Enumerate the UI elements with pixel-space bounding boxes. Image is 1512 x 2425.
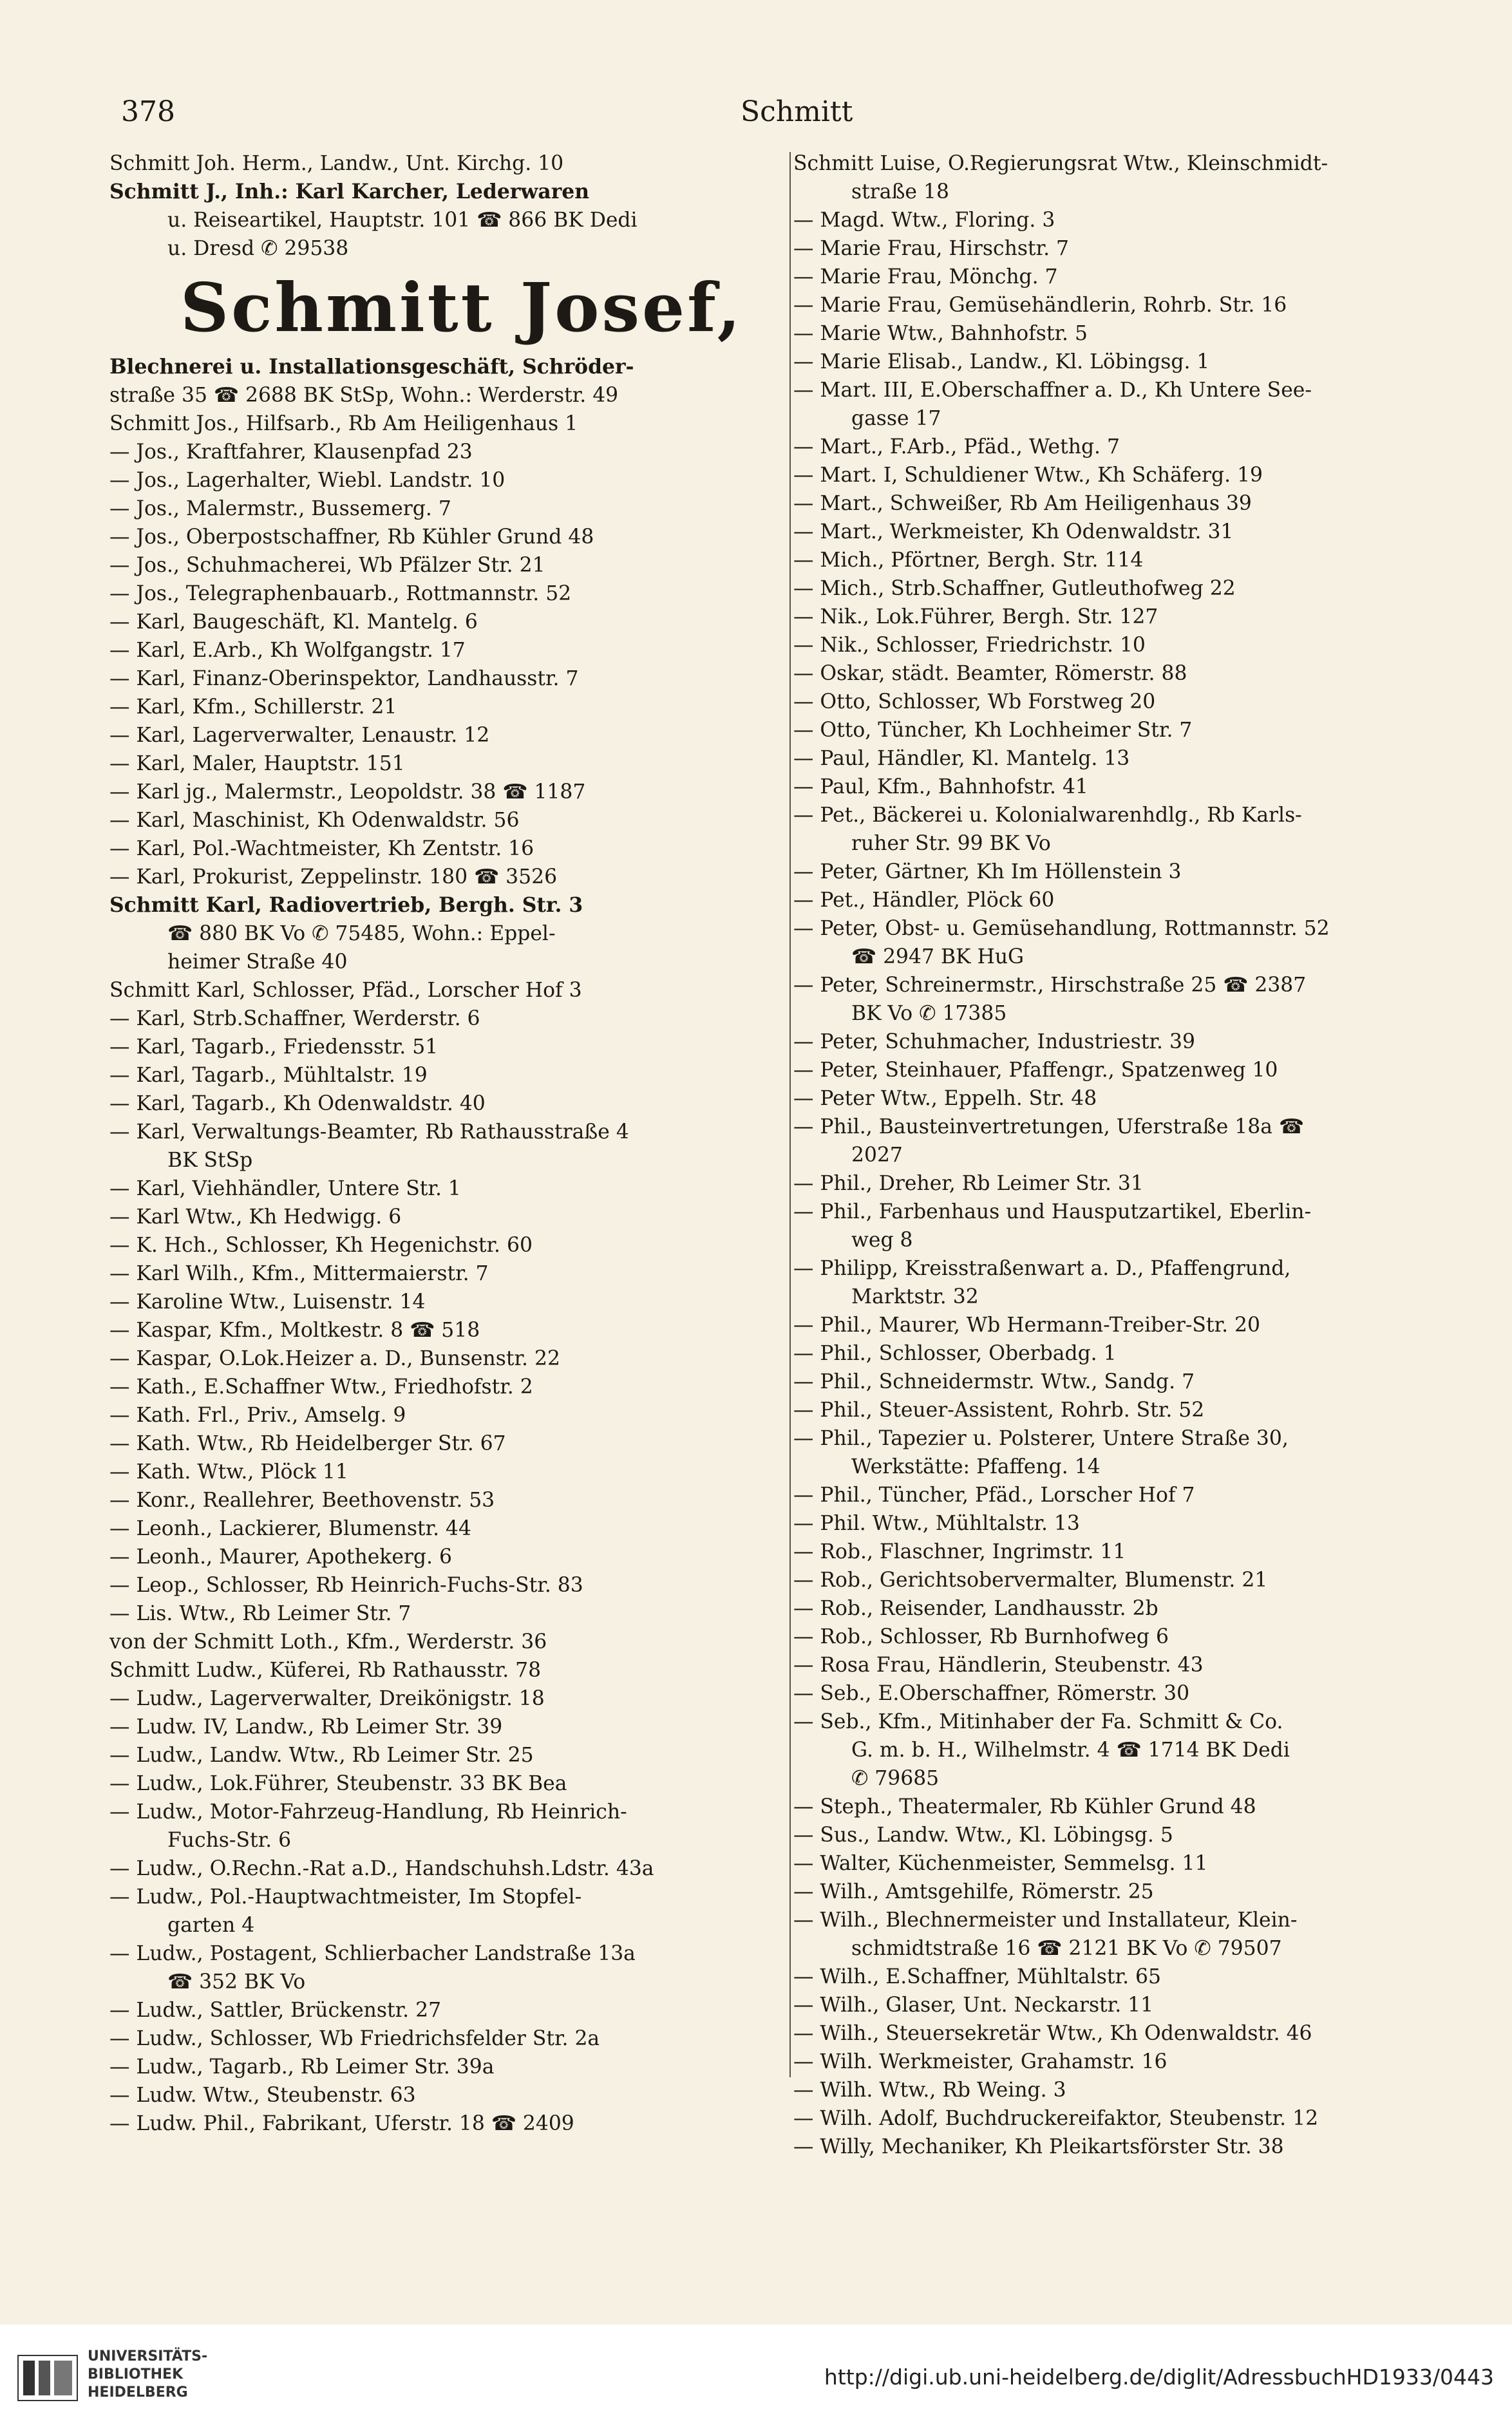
directory-entry: — Nik., Lok.Führer, Bergh. Str. 127 (793, 605, 1158, 628)
source-url[interactable]: http://digi.ub.uni-heidelberg.de/diglit/AdressbuchHD1933/0443 (824, 2364, 1494, 2390)
directory-entry: — Seb., Kfm., Mitinhaber der Fa. Schmitt & Co. (793, 1710, 1283, 1733)
directory-entry: Schmitt Karl, Radiovertrieb, Bergh. Str. 3 (109, 894, 583, 917)
directory-entry: — Karl, Viehhändler, Untere Str. 1 (109, 1177, 461, 1200)
directory-entry: — Marie Elisab., Landw., Kl. Löbingsg. 1 (793, 350, 1210, 373)
directory-entry: — Ludw. Phil., Fabrikant, Uferstr. 18 ☎ 2409 (109, 2112, 574, 2135)
directory-entry: — Ludw., Pol.-Hauptwachtmeister, Im Stopfel- (109, 1885, 582, 1909)
column-divider (789, 152, 791, 2077)
directory-entry: weg 8 (851, 1229, 913, 1252)
right-column (793, 149, 1476, 2161)
directory-entry: — Lis. Wtw., Rb Leimer Str. 7 (109, 1602, 411, 1625)
directory-entry: — Jos., Oberpostschaffner, Rb Kühler Grund 48 (109, 525, 594, 549)
directory-entry: — Kath., E.Schaffner Wtw., Friedhofstr. 2 (109, 1375, 533, 1399)
directory-entry: straße 35 ☎ 2688 BK StSp, Wohn.: Werderstr. 49 (109, 384, 619, 407)
directory-entry: — Mich., Strb.Schaffner, Gutleuthofweg 22 (793, 577, 1236, 600)
directory-entry: garten 4 (167, 1914, 255, 1937)
directory-entry: gasse 17 (851, 407, 941, 430)
directory-entry: — K. Hch., Schlosser, Kh Hegenichstr. 60 (109, 1234, 533, 1257)
directory-entry: — Mart., F.Arb., Pfäd., Wethg. 7 (793, 435, 1120, 458)
directory-entry: — Mart. III, E.Oberschaffner a. D., Kh Untere See- (793, 379, 1312, 402)
directory-entry: schmidtstraße 16 ☎ 2121 BK Vo ✆ 79507 (851, 1937, 1282, 1960)
directory-entry: — Peter, Steinhauer, Pfaffengr., Spatzenweg 10 (793, 1059, 1278, 1082)
directory-entry: BK Vo ✆ 17385 (851, 1002, 1007, 1025)
directory-entry: — Peter, Schuhmacher, Industriestr. 39 (793, 1030, 1195, 1053)
directory-entry: — Karl jg., Malermstr., Leopoldstr. 38 ☎ 1187 (109, 780, 586, 804)
directory-entry: — Konr., Reallehrer, Beethovenstr. 53 (109, 1489, 495, 1512)
directory-entry: Schmitt Josef, (180, 268, 743, 347)
directory-entry: — Otto, Schlosser, Wb Forstweg 20 (793, 690, 1156, 713)
directory-entry: — Phil., Tapezier u. Polsterer, Untere Straße 30, (793, 1427, 1289, 1450)
directory-entry: — Ludw., Landw. Wtw., Rb Leimer Str. 25 (109, 1744, 534, 1767)
directory-entry: — Mich., Pförtner, Bergh. Str. 114 (793, 549, 1144, 572)
directory-entry: — Rosa Frau, Händlerin, Steubenstr. 43 (793, 1654, 1204, 1677)
directory-entry: — Karoline Wtw., Luisenstr. 14 (109, 1290, 426, 1314)
library-name (88, 2348, 207, 2402)
directory-entry: — Marie Frau, Mönchg. 7 (793, 265, 1058, 288)
directory-entry: 2027 (851, 1144, 903, 1167)
directory-entry: — Peter, Gärtner, Kh Im Höllenstein 3 (793, 860, 1182, 883)
footer-bar (0, 2325, 1512, 2425)
directory-entry: — Rob., Flaschner, Ingrimstr. 11 (793, 1540, 1126, 1563)
directory-entry: — Marie Wtw., Bahnhofstr. 5 (793, 322, 1088, 345)
directory-entry: — Wilh., Steuersekretär Wtw., Kh Odenwaldstr. 46 (793, 2022, 1312, 2045)
directory-entry: — Phil., Farbenhaus und Hausputzartikel, Eberlin- (793, 1200, 1312, 1223)
directory-entry: — Karl, Verwaltungs-Beamter, Rb Rathausstraße 4 (109, 1120, 629, 1144)
directory-entry: — Karl, Maschinist, Kh Odenwaldstr. 56 (109, 809, 520, 832)
directory-entry: — Phil., Maurer, Wb Hermann-Treiber-Str. 20 (793, 1314, 1261, 1337)
directory-entry: — Wilh., Amtsgehilfe, Römerstr. 25 (793, 1880, 1154, 1903)
directory-entry: — Seb., E.Oberschaffner, Römerstr. 30 (793, 1682, 1190, 1705)
directory-entry: — Kath. Wtw., Rb Heidelberger Str. 67 (109, 1432, 506, 1455)
directory-entry: ✆ 79685 (851, 1767, 940, 1790)
directory-entry: — Ludw. Wtw., Steubenstr. 63 (109, 2084, 416, 2107)
directory-entry: — Pet., Bäckerei u. Kolonialwarenhdlg., Rb Karls- (793, 804, 1302, 827)
directory-entry: — Leonh., Lackierer, Blumenstr. 44 (109, 1517, 471, 1540)
directory-entry: Schmitt Joh. Herm., Landw., Unt. Kirchg. 10 (109, 152, 564, 175)
directory-entry: — Karl, Strb.Schaffner, Werderstr. 6 (109, 1007, 480, 1030)
directory-entry: — Karl, E.Arb., Kh Wolfgangstr. 17 (109, 639, 466, 662)
directory-entry: — Karl, Maler, Hauptstr. 151 (109, 752, 405, 775)
directory-entry: Schmitt Jos., Hilfsarb., Rb Am Heiligenhaus 1 (109, 412, 578, 435)
directory-entry: — Karl, Kfm., Schillerstr. 21 (109, 695, 397, 719)
directory-entry: Schmitt Ludw., Küferei, Rb Rathausstr. 78 (109, 1659, 542, 1682)
library-name-line: UNIVERSITÄTS- (88, 2348, 208, 2364)
directory-entry: — Ludw., O.Rechn.-Rat a.D., Handschuhsh.Ldstr. 43a (109, 1857, 654, 1880)
directory-entry: — Peter Wtw., Eppelh. Str. 48 (793, 1087, 1097, 1110)
directory-entry: — Willy, Mechaniker, Kh Pleikartsförster Str. 38 (793, 2135, 1284, 2158)
directory-entry: — Phil., Steuer-Assistent, Rohrb. Str. 52 (793, 1399, 1205, 1422)
directory-entry: — Peter, Schreinermstr., Hirschstraße 25 ☎ 2387 (793, 974, 1307, 997)
directory-entry: — Karl, Prokurist, Zeppelinstr. 180 ☎ 3526 (109, 865, 558, 889)
directory-entry: — Steph., Theatermaler, Rb Kühler Grund 48 (793, 1795, 1256, 1818)
directory-entry: ruher Str. 99 BK Vo (851, 832, 1051, 855)
directory-entry: — Rob., Gerichtsobervermalter, Blumenstr. 21 (793, 1569, 1268, 1592)
directory-entry: — Phil., Bausteinvertretungen, Uferstraße 18a ☎ (793, 1115, 1305, 1138)
directory-entry: Marktstr. 32 (851, 1285, 979, 1308)
directory-entry: — Karl, Finanz-Oberinspektor, Landhausstr. 7 (109, 667, 579, 690)
directory-entry: — Karl Wtw., Kh Hedwigg. 6 (109, 1205, 402, 1229)
directory-entry: heimer Straße 40 (167, 950, 348, 974)
directory-entry: — Kath. Frl., Priv., Amselg. 9 (109, 1404, 406, 1427)
directory-entry: Schmitt Karl, Schlosser, Pfäd., Lorscher Hof 3 (109, 979, 582, 1002)
directory-entry: — Jos., Telegraphenbauarb., Rottmannstr. 52 (109, 582, 572, 605)
directory-entry: — Kaspar, Kfm., Moltkestr. 8 ☎ 518 (109, 1319, 480, 1342)
directory-entry: — Ludw. IV, Landw., Rb Leimer Str. 39 (109, 1715, 503, 1739)
directory-entry: — Wilh. Adolf, Buchdruckereifaktor, Steubenstr. 12 (793, 2107, 1319, 2130)
directory-entry: — Kaspar, O.Lok.Heizer a. D., Bunsenstr. 22 (109, 1347, 560, 1370)
directory-entry: — Oskar, städt. Beamter, Römerstr. 88 (793, 662, 1187, 685)
directory-entry: — Phil., Dreher, Rb Leimer Str. 31 (793, 1172, 1144, 1195)
directory-entry: — Wilh. Werkmeister, Grahamstr. 16 (793, 2050, 1167, 2073)
directory-entry: Fuchs-Str. 6 (167, 1829, 292, 1852)
directory-entry: u. Reiseartikel, Hauptstr. 101 ☎ 866 BK Dedi (167, 209, 638, 232)
directory-entry: — Ludw., Motor-Fahrzeug-Handlung, Rb Heinrich- (109, 1800, 627, 1824)
directory-entry: — Wilh., Blechnermeister und Installateur, Klein- (793, 1909, 1298, 1932)
directory-entry: — Karl, Tagarb., Mühltalstr. 19 (109, 1064, 428, 1087)
directory-entry: Schmitt J., Inh.: Karl Karcher, Lederwaren (109, 180, 590, 203)
directory-entry: — Jos., Kraftfahrer, Klausenpfad 23 (109, 440, 473, 464)
directory-entry: — Otto, Tüncher, Kh Lochheimer Str. 7 (793, 719, 1193, 742)
directory-entry: Schmitt Luise, O.Regierungsrat Wtw., Kleinschmidt- (793, 152, 1328, 175)
directory-entry: — Ludw., Sattler, Brückenstr. 27 (109, 1999, 442, 2022)
directory-entry: — Ludw., Schlosser, Wb Friedrichsfelder Str. 2a (109, 2027, 600, 2050)
directory-entry: — Karl Wilh., Kfm., Mittermaierstr. 7 (109, 1262, 489, 1285)
directory-entry: — Karl, Pol.-Wachtmeister, Kh Zentstr. 16 (109, 837, 534, 860)
directory-entry: — Phil., Tüncher, Pfäd., Lorscher Hof 7 (793, 1484, 1195, 1507)
library-logo-icon (17, 2354, 79, 2402)
directory-entry: ☎ 880 BK Vo ✆ 75485, Wohn.: Eppel- (167, 922, 556, 945)
directory-entry: BK StSp (167, 1149, 253, 1172)
directory-entry: — Phil., Schlosser, Oberbadg. 1 (793, 1342, 1117, 1365)
directory-entry: — Karl, Baugeschäft, Kl. Mantelg. 6 (109, 610, 478, 634)
library-name-line: HEIDELBERG (88, 2384, 188, 2401)
directory-entry: — Leonh., Maurer, Apothekerg. 6 (109, 1545, 452, 1569)
directory-entry: — Phil. Wtw., Mühltalstr. 13 (793, 1512, 1080, 1535)
directory-entry: — Rob., Schlosser, Rb Burnhofweg 6 (793, 1625, 1169, 1648)
directory-entry: — Marie Frau, Gemüsehändlerin, Rohrb. Str. 16 (793, 294, 1287, 317)
directory-entry: Blechnerei u. Installationsgeschäft, Schröder- (109, 355, 634, 379)
directory-entry: — Ludw., Lagerverwalter, Dreikönigstr. 18 (109, 1687, 545, 1710)
directory-entry: — Ludw., Lok.Führer, Steubenstr. 33 BK Bea (109, 1772, 567, 1795)
directory-entry: ☎ 352 BK Vo (167, 1970, 306, 1994)
directory-entry: — Jos., Schuhmacherei, Wb Pfälzer Str. 21 (109, 554, 545, 577)
directory-entry: — Jos., Lagerhalter, Wiebl. Landstr. 10 (109, 469, 506, 492)
directory-entry: — Marie Frau, Hirschstr. 7 (793, 237, 1070, 260)
directory-entry: — Nik., Schlosser, Friedrichstr. 10 (793, 634, 1146, 657)
directory-entry: ☎ 2947 BK HuG (851, 945, 1025, 968)
directory-entry: — Philipp, Kreisstraßenwart a. D., Pfaffengrund, (793, 1257, 1291, 1280)
directory-entry: von der Schmitt Loth., Kfm., Werderstr. 36 (109, 1630, 547, 1654)
directory-entry: — Kath. Wtw., Plöck 11 (109, 1460, 348, 1484)
directory-entry: u. Dresd ✆ 29538 (167, 237, 349, 260)
directory-entry: — Mart. I, Schuldiener Wtw., Kh Schäferg. 19 (793, 464, 1263, 487)
directory-entry: — Karl, Lagerverwalter, Lenaustr. 12 (109, 724, 490, 747)
directory-entry: — Wilh., Glaser, Unt. Neckarstr. 11 (793, 1994, 1154, 2017)
directory-entry: straße 18 (851, 180, 949, 203)
directory-entry: — Jos., Malermstr., Bussemerg. 7 (109, 497, 451, 520)
library-name-line: BIBLIOTHEK (88, 2366, 184, 2383)
directory-entry: — Mart., Schweißer, Rb Am Heiligenhaus 39 (793, 492, 1252, 515)
directory-entry: — Walter, Küchenmeister, Semmelsg. 11 (793, 1852, 1208, 1875)
directory-entry: — Rob., Reisender, Landhausstr. 2b (793, 1597, 1158, 1620)
page-number: 378 (121, 95, 175, 128)
left-column (109, 149, 766, 2138)
running-head: Schmitt (741, 95, 853, 128)
directory-entry: — Peter, Obst- u. Gemüsehandlung, Rottmannstr. 52 (793, 917, 1330, 940)
directory-entry: — Leop., Schlosser, Rb Heinrich-Fuchs-Str. 83 (109, 1574, 583, 1597)
directory-entry: — Paul, Händler, Kl. Mantelg. 13 (793, 747, 1130, 770)
directory-entry: — Magd. Wtw., Floring. 3 (793, 209, 1055, 232)
directory-entry: — Wilh., E.Schaffner, Mühltalstr. 65 (793, 1965, 1161, 1988)
directory-entry: Werkstätte: Pfaffeng. 14 (851, 1455, 1101, 1478)
directory-entry: — Paul, Kfm., Bahnhofstr. 41 (793, 775, 1088, 798)
directory-entry: — Pet., Händler, Plöck 60 (793, 889, 1055, 912)
directory-entry: — Sus., Landw. Wtw., Kl. Löbingsg. 5 (793, 1824, 1173, 1847)
directory-entry: — Karl, Tagarb., Kh Odenwaldstr. 40 (109, 1092, 486, 1115)
directory-entry: — Wilh. Wtw., Rb Weing. 3 (793, 2079, 1066, 2102)
directory-entry: — Phil., Schneidermstr. Wtw., Sandg. 7 (793, 1370, 1195, 1393)
directory-entry: — Ludw., Postagent, Schlierbacher Landstraße 13a (109, 1942, 636, 1965)
directory-entry: — Karl, Tagarb., Friedensstr. 51 (109, 1035, 439, 1059)
directory-entry: — Mart., Werkmeister, Kh Odenwaldstr. 31 (793, 520, 1234, 543)
directory-entry: — Ludw., Tagarb., Rb Leimer Str. 39a (109, 2055, 495, 2079)
directory-entry: G. m. b. H., Wilhelmstr. 4 ☎ 1714 BK Dedi (851, 1739, 1290, 1762)
